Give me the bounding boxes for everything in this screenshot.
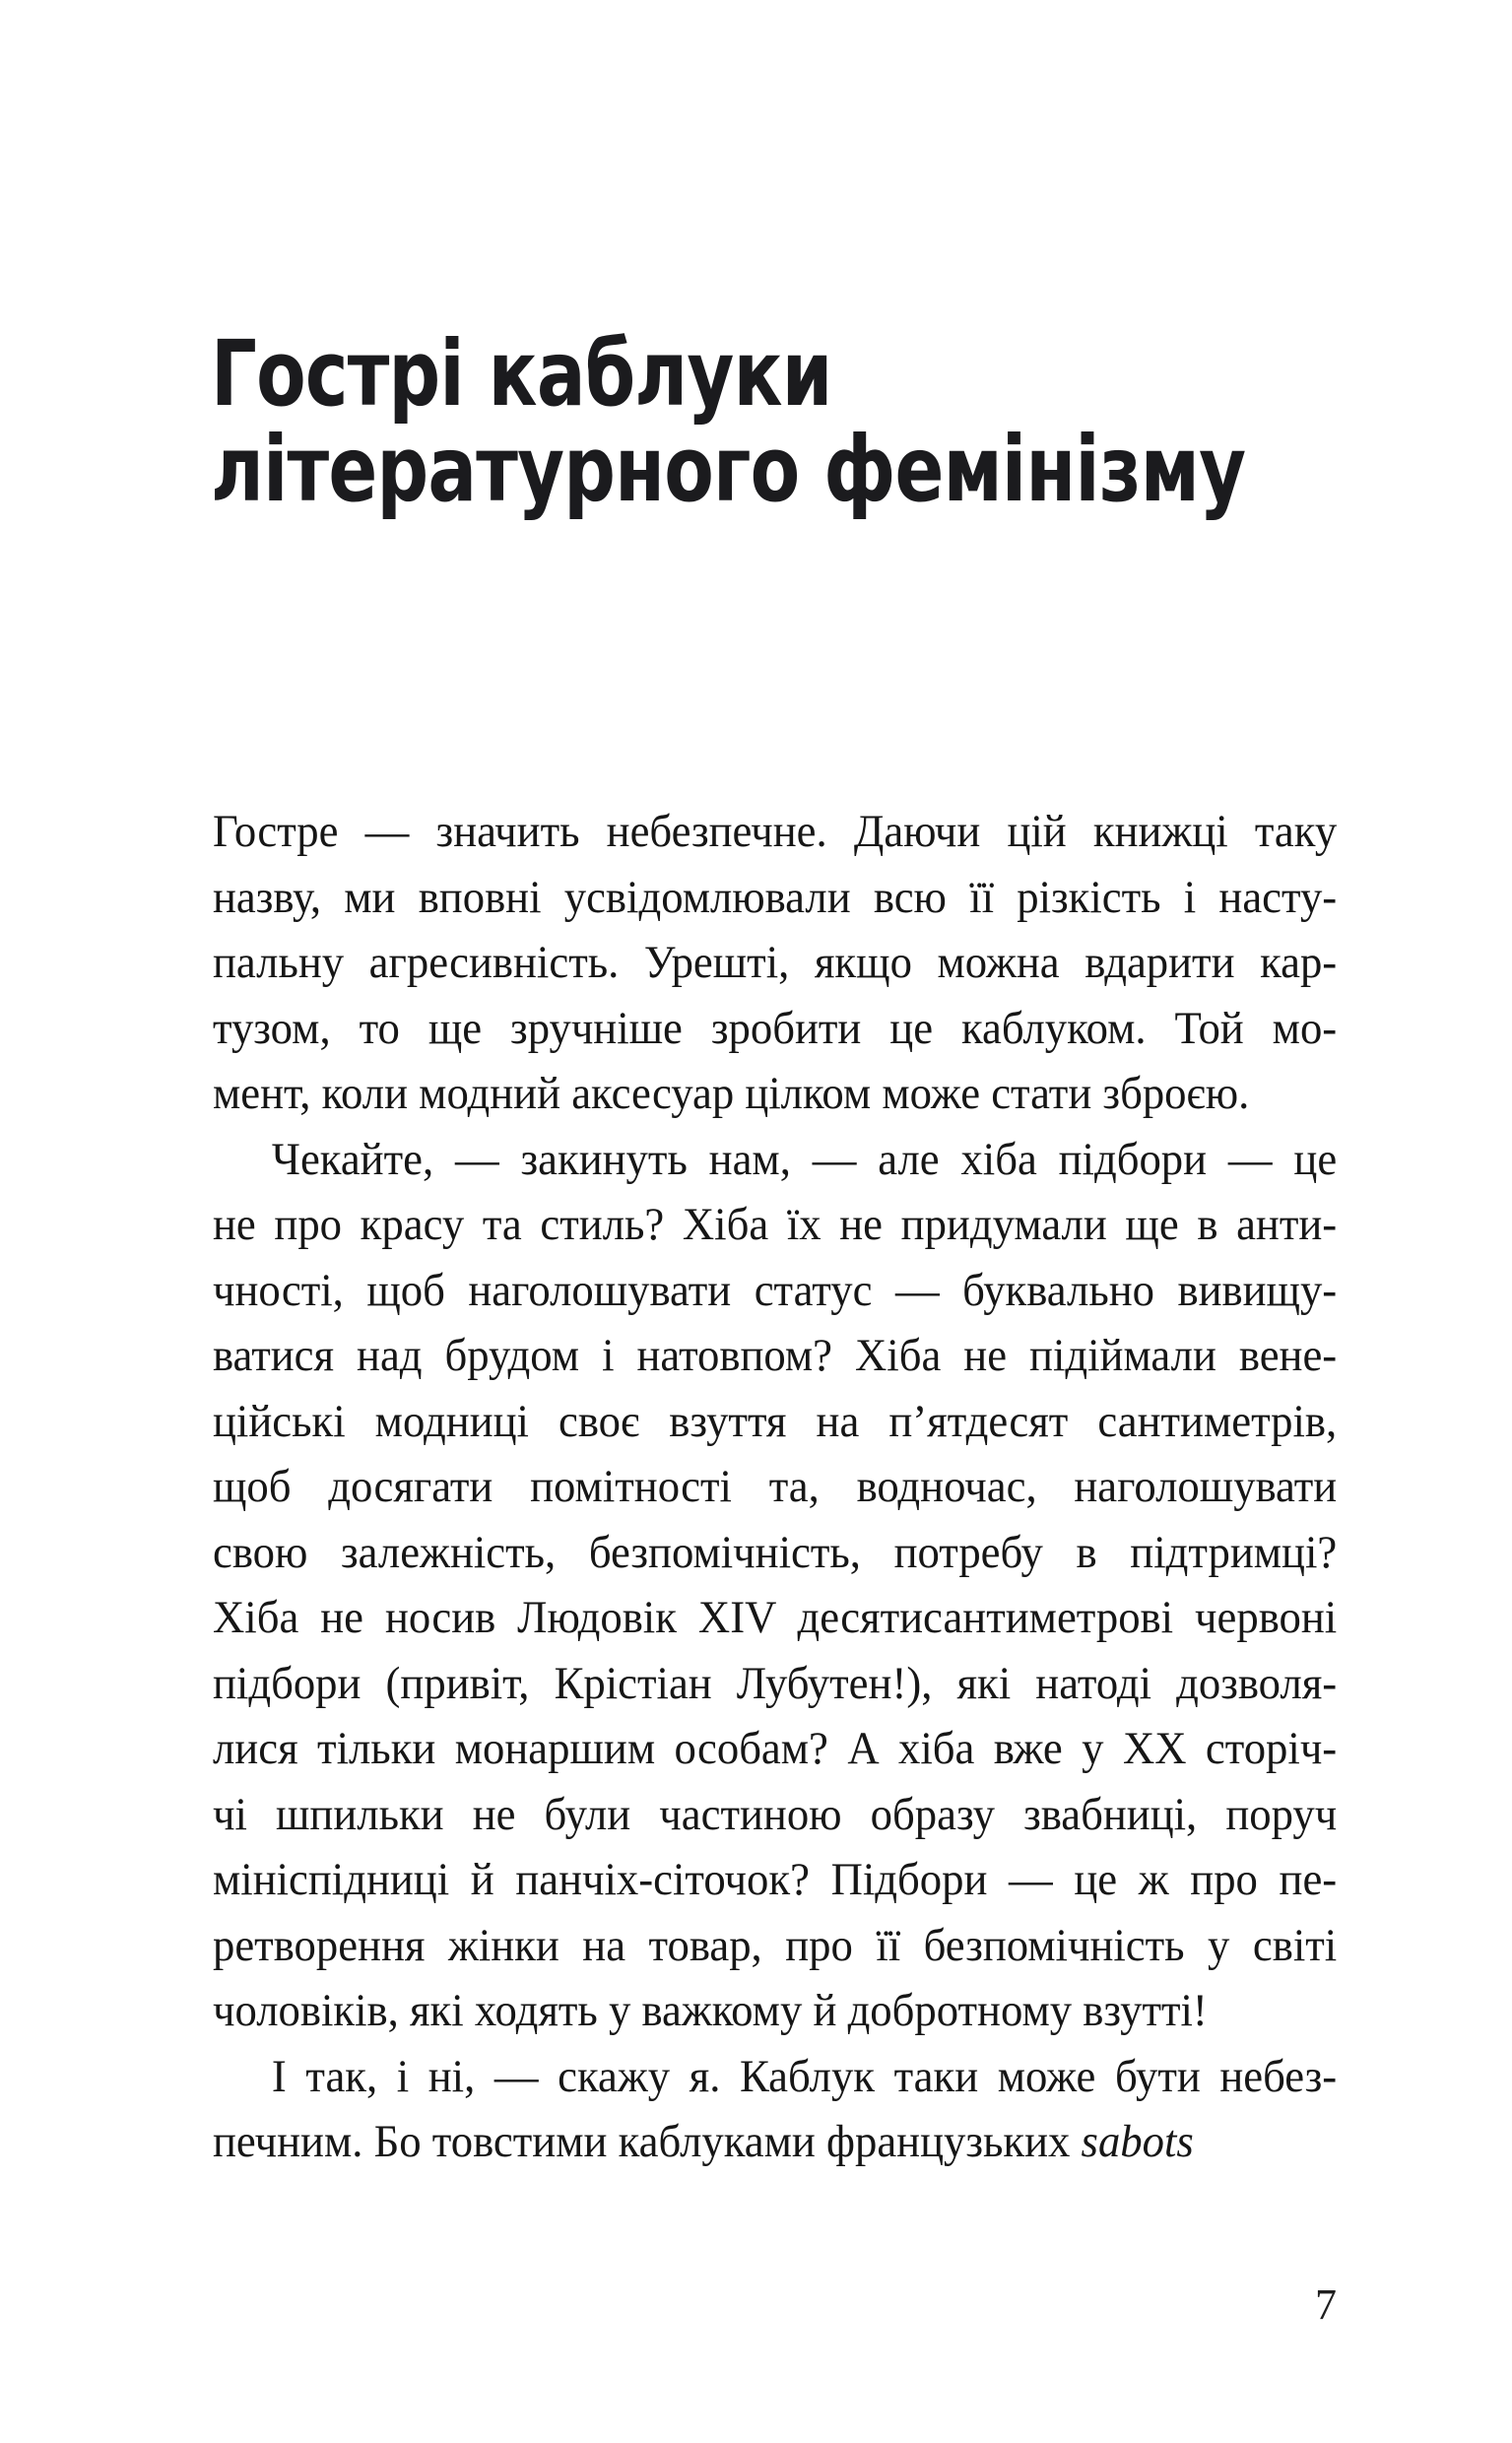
text-run: мент, коли модний аксесуар цілком може стати зброєю. — [213, 1068, 1250, 1119]
italic-text: sabots — [1081, 2116, 1194, 2167]
paragraph — [213, 1127, 1337, 2044]
text-line — [213, 1651, 1337, 1717]
text-line — [213, 1389, 1337, 1455]
text-line — [213, 996, 1337, 1062]
chapter-title — [211, 321, 1504, 522]
text-line — [213, 865, 1337, 931]
text-run: назву, ми вповні усвідомлювали всю її різкість і насту- — [213, 871, 1338, 923]
text-run: мініспідниці й панчіх-сіточок? Підбори — це ж про пе- — [213, 1854, 1338, 1905]
text-run: І так, і ні, — скажу я. Каблук таки може бути небез- — [271, 2050, 1338, 2102]
text-run: печним. Бо товстими каблуками французьких — [213, 2116, 1082, 2167]
text-run: тузом, то ще зручніше зробити це каблуком. Той мо- — [213, 1002, 1338, 1054]
text-run: лися тільки монаршим особам? А хіба вже у XX сторіч- — [213, 1723, 1338, 1774]
text-line — [213, 1127, 1337, 1193]
text-run: ційські модниці своє взуття на п’ятдесят сантиметрів, — [213, 1395, 1338, 1447]
chapter-title-line: літературного фемінізму — [211, 417, 1246, 522]
text-line — [213, 1782, 1337, 1848]
text-run: чі шпильки не були частиною образу звабниці, поруч — [213, 1788, 1338, 1840]
text-run: ватися над брудом і натовпом? Хіба не підіймали вене- — [213, 1330, 1338, 1381]
text-run: підбори (привіт, Крістіан Лубутен!), які натоді дозволя- — [213, 1657, 1338, 1709]
text-run: свою залежність, безпомічність, потребу в підтримці? — [213, 1526, 1338, 1578]
text-run: чоловіків, які ходять у важкому й добротному взутті! — [213, 1985, 1208, 2036]
text-run: Гостре — значить небезпечне. Даючи цій книжці таку — [213, 806, 1338, 857]
text-line — [213, 1716, 1337, 1782]
paragraph — [213, 2044, 1337, 2175]
text-run: ретворення жінки на товар, про її безпомічність у світі — [213, 1919, 1338, 1971]
text-run: Чекайте, — закинуть нам, — але хіба підбори — це — [271, 1133, 1338, 1185]
paragraph — [213, 799, 1337, 1127]
body-text — [213, 799, 1337, 2175]
text-line — [213, 930, 1337, 996]
text-line — [213, 1913, 1337, 1979]
text-line — [213, 2044, 1337, 2110]
text-run: Хіба не носив Людовік XIV десятисантиметрові червоні — [213, 1592, 1338, 1643]
text-line — [213, 1192, 1337, 1258]
text-line — [213, 1520, 1337, 1586]
text-line — [213, 1847, 1337, 1913]
text-line — [213, 1454, 1337, 1520]
text-run: пальну агресивність. Урешті, якщо можна вдарити кар- — [213, 937, 1338, 988]
page-number: 7 — [1315, 2280, 1337, 2329]
text-line — [213, 1061, 1337, 1127]
text-line — [213, 1258, 1337, 1324]
text-run: не про красу та стиль? Хіба їх не придумали ще в анти- — [213, 1199, 1338, 1250]
text-line — [213, 1978, 1337, 2044]
text-run: чності, щоб наголошувати статус — буквально вивищу- — [213, 1264, 1338, 1316]
chapter-title-line: Гострі каблуки — [211, 321, 832, 427]
text-line — [213, 2109, 1337, 2175]
text-line — [213, 1323, 1337, 1389]
text-line — [213, 799, 1337, 865]
text-run: щоб досягати помітності та, водночас, наголошувати — [213, 1461, 1338, 1512]
text-line — [213, 1585, 1337, 1651]
